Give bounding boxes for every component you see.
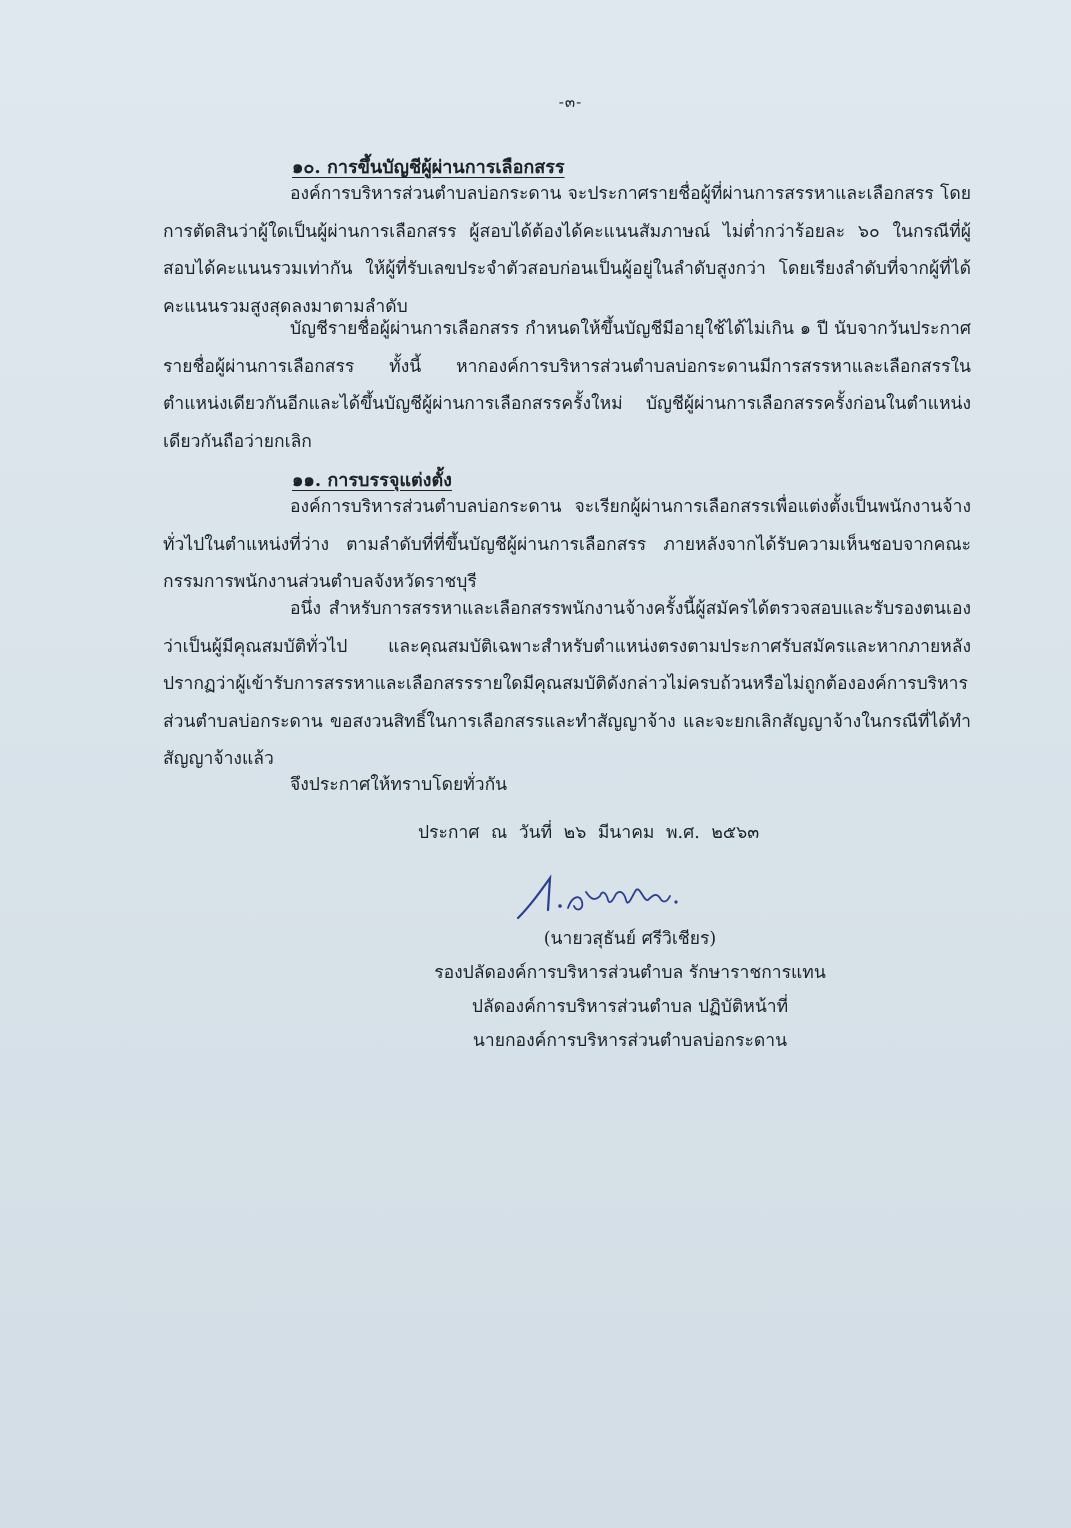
closing-statement: จึงประกาศให้ทราบโดยทั่วกัน	[290, 775, 508, 795]
signer-title-3: นายกองค์การบริหารส่วนตำบลบ่อกระดาน	[472, 1031, 788, 1051]
handwritten-signature	[510, 872, 690, 926]
signer-name: (นายวสุธันย์ ศรีวิเชียร)	[543, 929, 717, 949]
page-number: -๓-	[558, 93, 583, 111]
section-10-paragraph-1: องค์การบริหารส่วนตำบลบ่อกระดาน จะประกาศรายชื่อผู้ที่ผ่านการสรรหาและเลือกสรร โดยการตัดสินว่าผู้ใดเป็นผู้ผ่านการเลือกสรร ผู้สอบได้ต้องได้คะแนนสัมภาษณ์ ไม่ต่ำกว่าร้อยละ ๖๐ ในกรณีที่ผู้สอบได้คะแนนรวมเท่ากัน ให้ผู้ที่รับเลขประจำตัวสอบก่อนเป็นผู้อยู่ในลำดับสูงกว่า โดยเรียงลำดับที่จากผู้ที่ได้คะแนนรวมสูงสุดลงมาตามลำดับ	[163, 184, 971, 317]
section-11-paragraph-2: อนึ่ง สำหรับการสรรหาและเลือกสรรพนักงานจ้างครั้งนี้ผู้สมัครได้ตรวจสอบและรับรองตนเองว่าเป็นผู้มีคุณสมบัติทั่วไป และคุณสมบัติเฉพาะสำหรับตำแหน่งตรงตามประกาศรับสมัครและหากภายหลังปรากฏว่าผู้เข้ารับการสรรหาและเลือกสรรรายใดมีคุณสมบัติดังกล่าวไม่ครบถ้วนหรือไม่ถูกต้ององค์การบริหารส่วนตำบลบ่อกระดาน ขอสงวนสิทธิ์ในการเลือกสรรและทำสัญญาจ้าง และจะยกเลิกสัญญาจ้างในกรณีที่ได้ทำสัญญาจ้างแล้ว	[163, 599, 971, 769]
section-10-heading: ๑๐. การขึ้นบัญชีผู้ผ่านการเลือกสรร	[292, 157, 565, 178]
signer-title-1: รองปลัดองค์การบริหารส่วนตำบล รักษาราชการแทน	[434, 963, 826, 983]
section-11-heading: ๑๑. การบรรจุแต่งตั้ง	[292, 470, 452, 491]
section-11-paragraph-1: องค์การบริหารส่วนตำบลบ่อกระดาน จะเรียกผู้ผ่านการเลือกสรรเพื่อแต่งตั้งเป็นพนักงานจ้างทั่วไปในตำแหน่งที่ว่าง ตามลำดับที่ที่ขึ้นบัญชีผู้ผ่านการเลือกสรร ภายหลังจากได้รับความเห็นชอบจากคณะกรรมการพนักงานส่วนตำบลจังหวัดราชบุรี	[163, 497, 971, 592]
signer-block	[380, 922, 880, 1058]
announcement-date: ประกาศ ณ วันที่ ๒๖ มีนาคม พ.ศ. ๒๕๖๓	[418, 823, 760, 843]
signer-title-2: ปลัดองค์การบริหารส่วนตำบล ปฏิบัติหน้าที่	[471, 997, 789, 1017]
section-10-paragraph-2: บัญชีรายชื่อผู้ผ่านการเลือกสรร กำหนดให้ขึ้นบัญชีมีอายุใช้ได้ไม่เกิน ๑ ปี นับจากวันประกาศรายชื่อผู้ผ่านการเลือกสรร ทั้งนี้ หากองค์การบริหารส่วนตำบลบ่อกระดานมีการสรรหาและเลือกสรรในตำแหน่งเดียวกันอีกและได้ขึ้นบัญชีผู้ผ่านการเลือกสรรครั้งใหม่ บัญชีผู้ผ่านการเลือกสรรครั้งก่อนในตำแหน่งเดียวกันถือว่ายกเลิก	[163, 319, 971, 452]
